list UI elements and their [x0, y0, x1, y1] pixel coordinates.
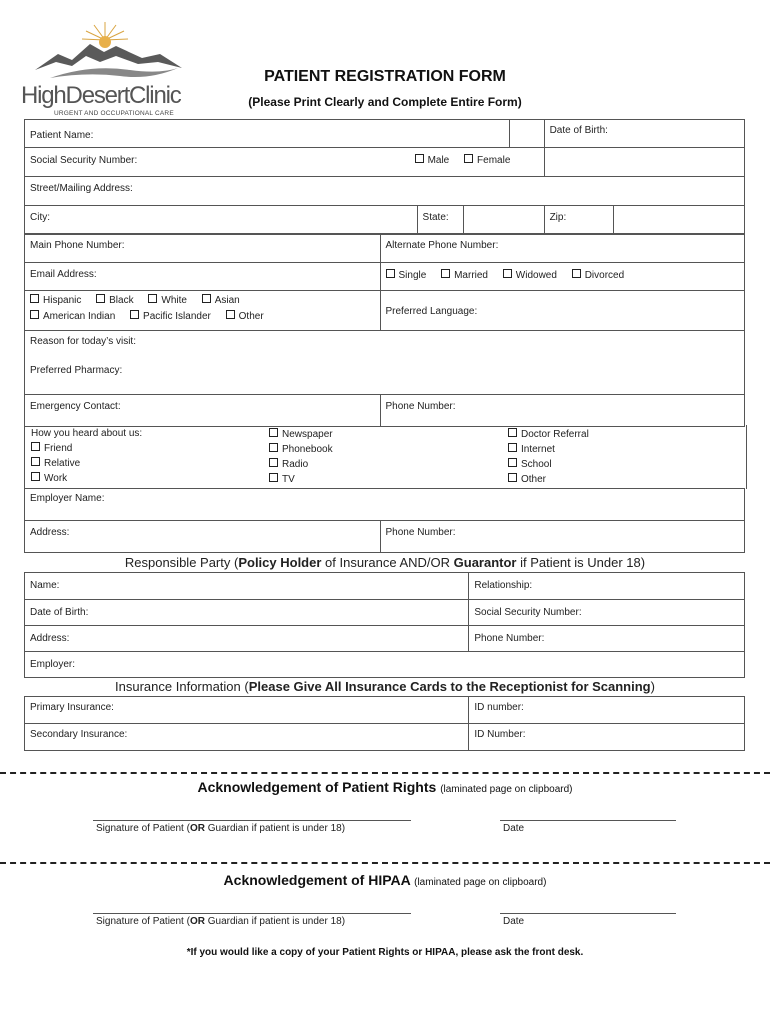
zip-divider [613, 205, 614, 234]
checkbox-icon [202, 294, 211, 303]
heard-about-label: How you heard about us: [31, 428, 143, 439]
employer-phone-field[interactable]: Phone Number: [380, 521, 745, 553]
patient-name-field[interactable]: Patient Name: [25, 120, 545, 148]
primary-insurance-field[interactable]: Primary Insurance: [25, 697, 469, 724]
responsible-party-table [24, 572, 745, 678]
ssn-field[interactable]: Social Security Number: [25, 148, 545, 177]
visit-reason-field[interactable]: Reason for today’s visit: Preferred Pharmacy: [25, 331, 745, 395]
checkbox-icon [441, 269, 450, 278]
school-checkbox[interactable]: School [508, 458, 589, 470]
asian-checkbox[interactable]: Asian [202, 295, 240, 306]
ack-rights-title: Acknowledgement of Patient Rights (laminated page on clipboard) [197, 779, 573, 795]
phonebook-checkbox[interactable]: Phonebook [269, 443, 333, 455]
ack-hipaa-title: Acknowledgement of HIPAA (laminated page on clipboard) [223, 872, 547, 888]
dob-field[interactable]: Date of Birth: [544, 120, 744, 148]
checkbox-icon [30, 310, 39, 319]
secondary-id-field[interactable]: ID Number: [469, 724, 745, 751]
checkbox-icon [508, 458, 517, 467]
checkbox-icon [31, 457, 40, 466]
single-checkbox[interactable]: Single [386, 270, 427, 281]
checkbox-icon [269, 428, 278, 437]
checkbox-icon [269, 473, 278, 482]
email-field[interactable]: Email Address: [25, 263, 381, 291]
checkbox-icon [508, 443, 517, 452]
cut-line-1 [0, 772, 770, 774]
responsible-party-title: Responsible Party (Policy Holder of Insurance AND/OR Guarantor if Patient is Under 18) [124, 555, 646, 570]
state-divider [463, 205, 464, 234]
state-field[interactable]: State: [417, 206, 544, 235]
city-field[interactable]: City: [25, 206, 418, 235]
marital-options [380, 263, 745, 291]
internet-checkbox[interactable]: Internet [508, 443, 589, 455]
widowed-checkbox[interactable]: Widowed [503, 270, 557, 281]
rp-address-field[interactable]: Address: [25, 626, 469, 652]
emergency-phone-field[interactable]: Phone Number: [380, 395, 745, 427]
american-indian-checkbox[interactable]: American Indian [30, 311, 115, 322]
pharmacy-field[interactable]: Preferred Pharmacy: [30, 365, 123, 376]
other-ethnicity-checkbox[interactable]: Other [226, 311, 264, 322]
footer-note: *If you would like a copy of your Patient Rights or HIPAA, please ask the front desk. [186, 947, 584, 958]
sex-options [427, 148, 744, 177]
black-checkbox[interactable]: Black [96, 295, 133, 306]
checkbox-icon [31, 442, 40, 451]
tv-checkbox[interactable]: TV [269, 473, 333, 485]
checkbox-icon [31, 472, 40, 481]
referral-col-3 [508, 428, 589, 488]
rp-phone-field[interactable]: Phone Number: [469, 626, 745, 652]
hipaa-date-line[interactable] [500, 913, 676, 914]
hipaa-date-label: Date [503, 916, 525, 927]
checkbox-icon [130, 310, 139, 319]
insurance-title: Insurance Information (Please Give All Insurance Cards to the Receptionist for Scanning) [115, 679, 655, 694]
checkbox-icon [96, 294, 105, 303]
clinic-logo-name: HighDesertClinic [21, 82, 181, 109]
hipaa-signature-line[interactable] [93, 913, 411, 914]
cut-line-2 [0, 862, 770, 864]
married-checkbox[interactable]: Married [441, 270, 488, 281]
hispanic-checkbox[interactable]: Hispanic [30, 295, 81, 306]
rights-signature-line[interactable] [93, 820, 411, 821]
checkbox-icon [269, 458, 278, 467]
work-checkbox[interactable]: Work [31, 472, 142, 484]
form-subtitle: (Please Print Clearly and Complete Entire Form) [248, 95, 522, 109]
rights-date-label: Date [503, 823, 525, 834]
referral-col-2 [269, 428, 333, 488]
form-title: PATIENT REGISTRATION FORM [264, 68, 506, 85]
street-address-field[interactable]: Street/Mailing Address: [25, 177, 745, 206]
preferred-language-field[interactable]: Preferred Language: [380, 291, 745, 331]
female-checkbox[interactable]: Female [464, 155, 510, 166]
alt-phone-field[interactable]: Alternate Phone Number: [380, 234, 745, 263]
contact-table [24, 233, 745, 427]
divorced-checkbox[interactable]: Divorced [572, 270, 624, 281]
pacific-islander-checkbox[interactable]: Pacific Islander [130, 311, 211, 322]
checkbox-icon [415, 154, 424, 163]
rp-employer-field[interactable]: Employer: [25, 652, 745, 678]
employer-table [24, 488, 745, 553]
checkbox-icon [30, 294, 39, 303]
male-checkbox[interactable]: Male [415, 155, 450, 166]
newspaper-checkbox[interactable]: Newspaper [269, 428, 333, 440]
employer-name-field[interactable]: Employer Name: [25, 489, 745, 521]
checkbox-icon [508, 473, 517, 482]
clinic-logo-tagline: URGENT AND OCCUPATIONAL CARE [54, 110, 174, 117]
doctor-referral-checkbox[interactable]: Doctor Referral [508, 428, 589, 440]
hipaa-signature-label: Signature of Patient (OR Guardian if patient is under 18) [96, 916, 346, 927]
rp-ssn-field[interactable]: Social Security Number: [469, 600, 745, 626]
main-phone-field[interactable]: Main Phone Number: [25, 234, 381, 263]
referral-source-section [24, 425, 747, 489]
relative-checkbox[interactable]: Relative [31, 457, 142, 469]
checkbox-icon [226, 310, 235, 319]
white-checkbox[interactable]: White [148, 295, 187, 306]
rights-signature-label: Signature of Patient (OR Guardian if patient is under 18) [96, 823, 346, 834]
secondary-insurance-field[interactable]: Secondary Insurance: [25, 724, 469, 751]
primary-id-field[interactable]: ID number: [469, 697, 745, 724]
checkbox-icon [508, 428, 517, 437]
zip-field[interactable]: Zip: [544, 206, 744, 235]
checkbox-icon [572, 269, 581, 278]
rp-name-field[interactable]: Name: [25, 573, 469, 600]
patient-info-table [24, 119, 745, 235]
checkbox-icon [464, 154, 473, 163]
ethnicity-options [25, 291, 381, 331]
checkbox-icon [386, 269, 395, 278]
dob-divider [509, 119, 510, 148]
friend-checkbox[interactable]: Friend [31, 442, 142, 454]
insurance-table [24, 696, 745, 751]
checkbox-icon [503, 269, 512, 278]
employer-address-field[interactable]: Address: [25, 521, 381, 553]
rights-date-line[interactable] [500, 820, 676, 821]
rp-dob-field[interactable]: Date of Birth: [25, 600, 469, 626]
checkbox-icon [148, 294, 157, 303]
referral-col-1 [31, 428, 142, 487]
emergency-contact-field[interactable]: Emergency Contact: [25, 395, 381, 427]
other-source-checkbox[interactable]: Other [508, 473, 589, 485]
rp-relationship-field[interactable]: Relationship: [469, 573, 745, 600]
radio-checkbox[interactable]: Radio [269, 458, 333, 470]
checkbox-icon [269, 443, 278, 452]
